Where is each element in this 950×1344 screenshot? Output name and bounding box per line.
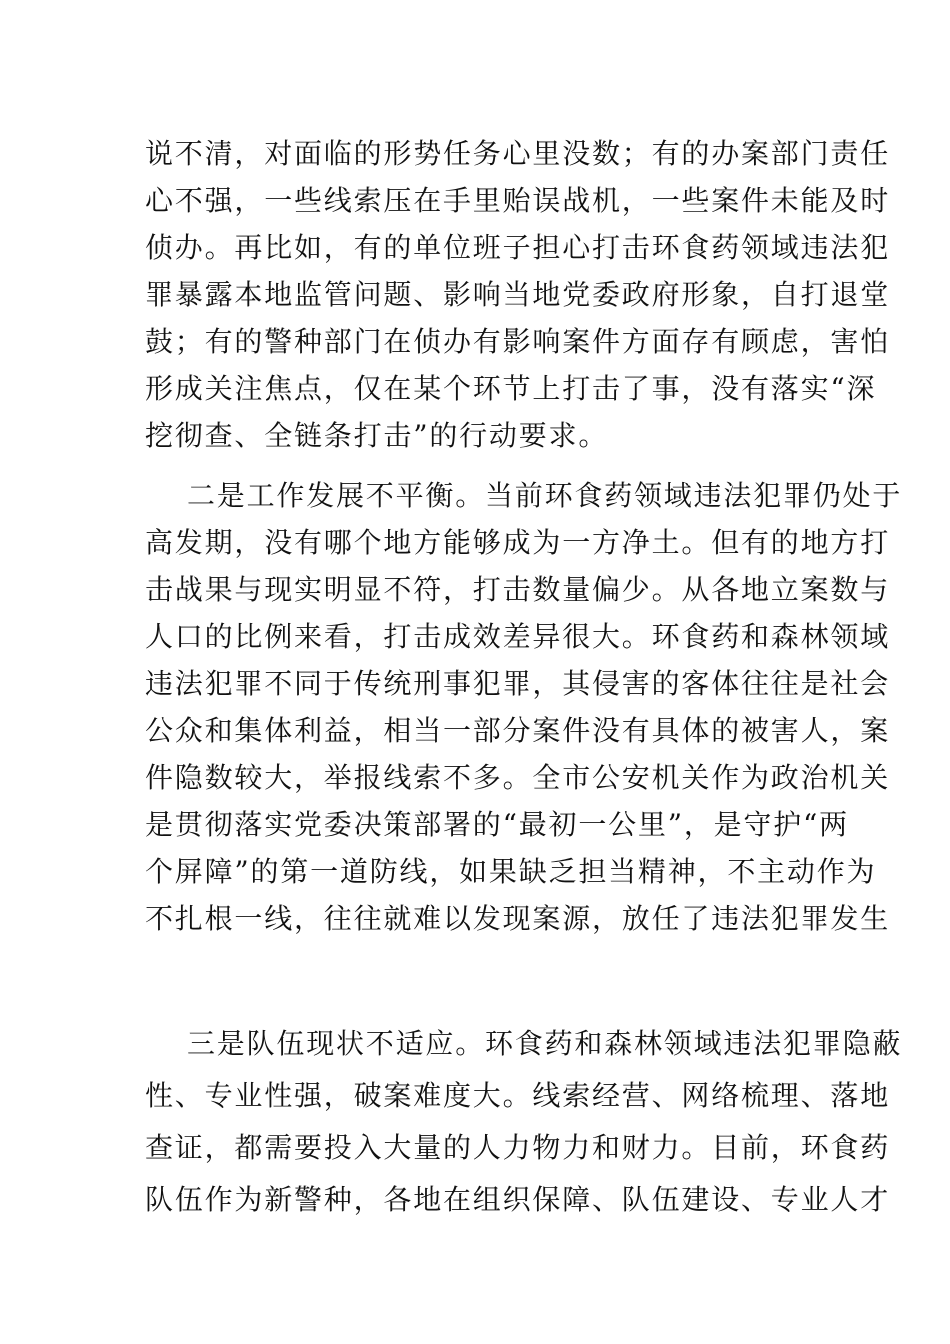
text-line: 违法犯罪不同于传统刑事犯罪，其侵害的客体往往是社会 (145, 667, 891, 700)
text-line: 性、专业性强，破案难度大。线索经营、网络梳理、落地 (145, 1079, 891, 1112)
text-line: 心不强，一些线索压在手里贻误战机，一些案件未能及时 (145, 184, 891, 217)
text-line: 高发期，没有哪个地方能够成为一方净土。但有的地方打 (145, 526, 891, 559)
text-line: 挖彻查、全链条打击”的行动要求。 (145, 419, 609, 452)
text-line: 件隐数较大，举报线索不多。全市公安机关作为政治机关 (145, 761, 891, 794)
text-line: 公众和集体利益，相当一部分案件没有具体的被害人，案 (145, 714, 891, 747)
text-line: 击战果与现实明显不符，打击数量偏少。从各地立案数与 (145, 573, 891, 606)
text-line: 侦办。再比如，有的单位班子担心打击环食药领域违法犯 (145, 231, 891, 264)
text-line: 人口的比例来看，打击成效差异很大。环食药和森林领域 (145, 620, 891, 653)
text-line: 说不清，对面临的形势任务心里没数；有的办案部门责任 (145, 137, 891, 170)
text-line: 查证，都需要投入大量的人力物力和财力。目前，环食药 (145, 1131, 891, 1164)
paragraph-heading-line: 二是工作发展不平衡。当前环食药领域违法犯罪仍处于 (187, 479, 903, 512)
text-line: 个屏障”的第一道防线，如果缺乏担当精神，不主动作为 (145, 855, 877, 888)
text-line: 是贯彻落实党委决策部署的“最初一公里”，是守护“两 (145, 808, 849, 841)
text-line: 鼓；有的警种部门在侦办有影响案件方面存有顾虑，害怕 (145, 325, 891, 358)
text-line: 不扎根一线，往往就难以发现案源，放任了违法犯罪发生 (145, 902, 891, 935)
text-line: 形成关注焦点，仅在某个环节上打击了事，没有落实“深 (145, 372, 877, 405)
text-line: 队伍作为新警种，各地在组织保障、队伍建设、专业人才 (145, 1183, 891, 1216)
text-line: 罪暴露本地监管问题、影响当地党委政府形象，自打退堂 (145, 278, 891, 311)
paragraph-heading-line: 三是队伍现状不适应。环食药和森林领域违法犯罪隐蔽 (187, 1027, 903, 1060)
